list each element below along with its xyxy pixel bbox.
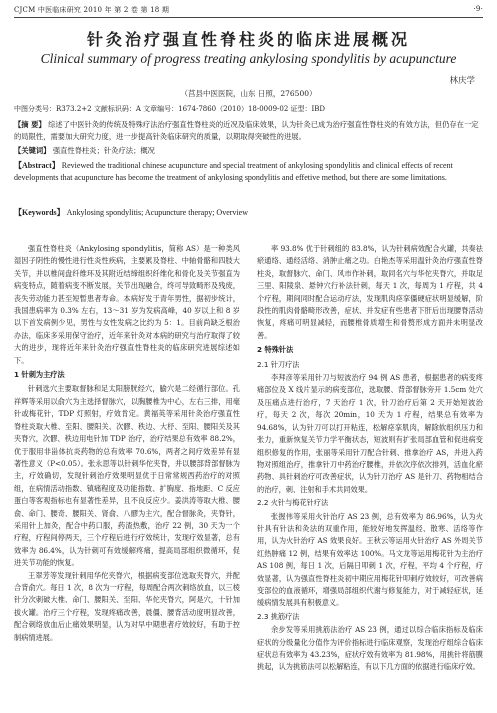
keywords-en xyxy=(14,207,483,219)
section-heading: 2 特殊针法 xyxy=(257,345,294,355)
keywords-cn xyxy=(14,145,483,157)
abstract-en-label: 【Abstract】 xyxy=(14,161,60,170)
running-header xyxy=(14,5,483,15)
classification-meta: 中图分类号：R373.2+2 文献标识码：A 文章编号：1674-7860（2010）18-0009-02 证型：IBD xyxy=(14,105,326,113)
abstract-en xyxy=(14,160,483,184)
abstract-cn-label: 【摘 要】 xyxy=(14,120,46,129)
abstract-cn-text: 综述了中医针灸的传统及特殊疗法治疗强直性脊柱炎的近况及临床效果，认为针灸已成为治疗强直性脊柱炎的有效方法，但仍存在一定的局限性，需要加大研究力度，进一步提高针灸临床研究的质量，以期取得突破性的进展。 xyxy=(14,120,479,141)
keywords-en-label: 【Keywords】 xyxy=(14,208,65,217)
affiliation: （莒县中医医院，山东 日照，276500） xyxy=(180,89,317,98)
abstract-cn xyxy=(14,119,483,143)
left-column xyxy=(14,243,240,644)
body-paragraph: 余步发等采用挑筋法治疗 AS 23 例，通过以综合临床指标及临床症状的分级量化分值作为评价指标进行临床观察，发现治疗组综合临床症状总有效率为 43.23%，症状疗效有效率为 81.98%，用挑针将筋膜挑起，认为挑筋法可以松解粘连，有以下几方面的依据进行临床疗效。 xyxy=(257,625,483,672)
keywords-en-text: Ankylosing spondylitis; Acupuncture therapy; Overview xyxy=(66,208,248,217)
keywords-cn-label: 【关键词】 xyxy=(14,146,51,155)
body-paragraph: 王翠芳等发现针刺用华佗夹脊穴，根据病变部位选取夹脊穴，并配合背俞穴。每日 1 次，8 次为一疗程，每周配合两次刺络放血，以三棱针分次刺破大椎、命门、腰阳关、至阳、华佗夹脊穴，阿是穴，十针加拔火罐。治疗三个疗程，发现疼痛改善，晨僵、腰背活动度明显改善，配合刺络放血后止痛效果明显，认为对早中期患者疗效较好，有助于控制病情进展。 xyxy=(14,570,240,642)
subsection-heading: 2.2 火针与梅花针疗法 xyxy=(257,498,329,508)
subsection-heading: 2.1 针刀疗法 xyxy=(257,359,300,369)
abstract-en-text: Reviewed the traditional chinese acupuncture and special treatment of ankylosing spondylitis and clinical effects of recent developments that acupuncture has become the treatment of ankylosing spondylitis and effetive method, but there are some limitations. xyxy=(14,161,453,182)
body-paragraph: 张握伟等采用火针治疗 AS 23 例，总有效率为 86.96%，认为火针具有针法和灸法的双重作用，能较好地发挥温经、散寒、活络等作用，认为火针治疗 AS 效果良好。王秋云等运用火针治疗 AS 外周关节红热肿痛 12 例，结果有效率达 100%。马文龙等运用梅花针为主治疗 AS 108 例，每日 1 次，后隔日叩刺 1 次，疗程，平均 4 个疗程，疗效显著，认为强直性脊柱炎初中期应用梅花针叩刺疗效较好，可改善病变部位的血液循环，增强局部组织代谢与修复能力，对于减轻症状，延缓病情发展具有积极意义。 xyxy=(257,511,483,608)
body-paragraph: 率 93.8% 优于针刺组的 83.8%，认为针刺病效配合火罐，共奏祛瘀通络、通经活络、消肿止痛之功。白艳杰等采用温针灸治疗强直性脊柱炎，取督脉穴、命门、风市作补刺，取同名穴与华佗夹脊穴，并取足三里、阳陵泉、悬钟穴行补法针刺，每天 1 次，每周为 1 疗程，共 4 个疗程，期间同时配合运动疗法，发现肌肉痉挛僵硬症状明显缓解，阶段性的肌肉骨骼畸形改善，症状、并发症有些患者下肝后出现腰脊活动恢复，疼痛可明显减轻，而腰椎骨质增生和骨赘形成方面并未明显改善。 xyxy=(257,244,483,340)
section-heading: 1 针刺为主疗法 xyxy=(14,370,65,380)
journal-info: CJCM 中医临床研究 2010 年 第 2 卷 第 18 期 xyxy=(14,6,170,14)
title-chinese: 针灸治疗强直性脊柱炎的临床进展概况 xyxy=(86,30,410,49)
title-english: Clinical summary of progress treating ankylosing spondylitis by acupuncture xyxy=(40,51,457,66)
right-column xyxy=(257,243,483,674)
subsection-heading: 2.3 挑筋疗法 xyxy=(257,611,300,621)
header-rule xyxy=(14,17,483,18)
body-paragraph: 针刺选穴主要取督脉和足太阳膀胱经穴，腧穴是二经循行部位。孔祥辉等采用以俞穴为主选择督脉穴，以胸腰椎为中心，左右三排，用毫针或梅花针，TDP 灯照射，疗效肯定。黄福英等采用针灸治疗强直性脊柱炎取大椎、至阳、腰阳关、次髎、秩边、大杼、至阳、腰阳关及其夹脊穴，次髎、秩边用电针加 TDP 治疗，治疗结果总有效率 88.2%，优于服用非甾体抗炎药物的总有效率 70.6%，两者之间疗效差异有显著性意义（P<0.05）。张永思等以针刺华佗夹脊，并以腰部背部督脉为主，疗效确切，发现针刺治疗效果明显优于日常常规西药治疗的对照组，在病情活动指数、镇痛程度及功能指数、扩胸度、指地距、C 反应蛋白等客观指标也有显著性差异，且不良反应少。姜洪涛等取大椎、腰俞、命门、腰奇、腰阳关、肾俞、八髎为主穴，配合督脉灸，夹脊针，采用针上加灸，配合中药口服，药渣热敷，治疗 22 例，30 天为一个疗程，疗程间停两天，三个疗程后进行疗效统计，发现疗效显著，总有效率为 86.4%，认为针刺可有效缓解疼痛，提高局部组织微循环，促进关节功能的恢复。 xyxy=(14,384,240,568)
author: 林庆学 xyxy=(449,76,475,86)
keywords-cn-text: 强直性脊柱炎；针灸疗法；概况 xyxy=(52,146,155,155)
intro-paragraph: 强直性脊柱炎（Ankylosing spondylitis，简称 AS）是一种类风湿因子阴性的慢性进行性炎性疾病，主要累及脊柱、中轴骨骼和四肢大关节，并以椎间盘纤维环及其附近结缔组织纤维化和骨化及关节强直为病变特点，随着病变不断发展，关节出现融合，终可导致畸形及残废，丧失劳动能力甚至短暂患者寿命。本病好发于青年男性，据初步统计，我国患病率为 0.3% 左右，13～31 岁为发病高峰，40 岁以上和 8 岁以下首发病例少见，男性与女性发病之比约为 5：1。目前尚缺乏根治办法，临床多采用保守治疗，近年来针灸对本病的研究与治疗取得了较大的进步，现将近年来针灸治疗强直性脊柱炎的临床研究进展综述如下。 xyxy=(14,244,240,365)
page-number: ·9· xyxy=(473,5,483,13)
body-paragraph: 李拜彦等采用针刀与短波治疗 94 例 AS 患者，根据患者的病变疼痛部位及 X 线片显示的病变部位，选取腰、背部督脉旁开 1.5cm 处穴及压痛点进行治疗，7 天治疗 1 次，针刀治疗后第 2 天开始短波治疗，每天 2 次，每次 20min，10 天为 1 疗程，结果总有效率为 94.68%，认为针刀可以打开粘连，松解痉挛肌肉，解除软组织压力和张力，重新恢复关节力学平衡状态，短波则有扩张局部血管和促进病变组织修复的作用，张丽等采用针刀配合针刺、推拿治疗 AS，并进入药物对照组治疗，推拿针刀中药治疗腰椎，并依次序依次排列，活血化瘀药物、具针刺治疗可改善症状，认为针刀治疗 AS 是针刀、药物相结合的治疗，刺、注射和手术共同效果。 xyxy=(257,373,483,494)
